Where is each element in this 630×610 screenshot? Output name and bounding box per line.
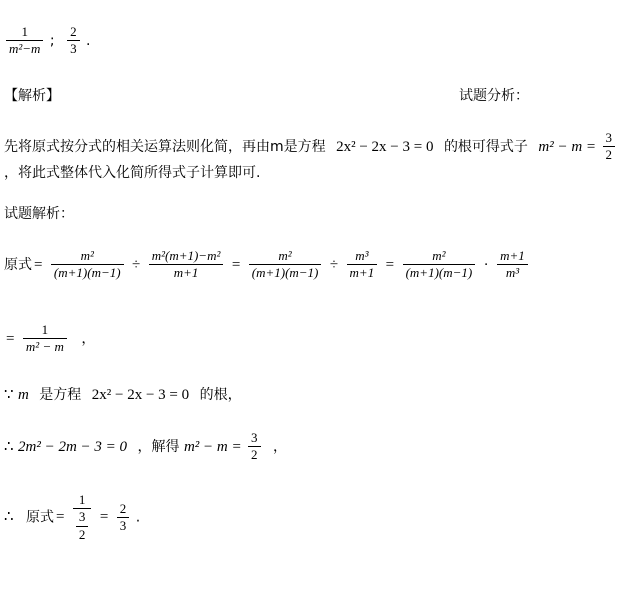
- fraction: [603, 130, 616, 164]
- fraction-denominator: (m+1)(m−1): [53, 265, 121, 281]
- text: ，解得: [137, 438, 180, 455]
- analysis-line-1: [4, 130, 617, 164]
- fraction-numerator: 2: [67, 24, 80, 41]
- operator: ÷: [132, 256, 141, 273]
- fraction-numerator: 1: [73, 492, 92, 509]
- label: 原式: [4, 256, 32, 273]
- fraction: [347, 248, 378, 282]
- inner-fraction: [76, 509, 89, 543]
- fraction-numerator: m³: [347, 248, 378, 265]
- equation: 2x² − 2x − 3 = 0: [91, 387, 190, 403]
- solution-heading: 试题解析：: [4, 206, 74, 222]
- fraction-denominator: 3: [119, 517, 127, 533]
- equation: 2m² − 2m − 3 = 0: [18, 438, 128, 455]
- fraction-numerator: m²(m+1)−m²: [149, 248, 224, 265]
- separator: ;: [49, 32, 55, 49]
- fraction: [249, 248, 322, 282]
- fraction: [51, 248, 124, 282]
- fraction-denominator: [73, 509, 92, 543]
- fraction-numerator: 1: [6, 24, 43, 41]
- fraction-denominator: 2: [78, 526, 86, 542]
- solution-step-4: [4, 430, 287, 464]
- answer-fraction-2: [67, 24, 80, 58]
- fraction-denominator: m+1: [349, 265, 375, 281]
- equals: =: [99, 509, 109, 526]
- because-symbol: ∵: [4, 387, 14, 403]
- solution-step-3: [4, 384, 242, 404]
- therefore-symbol: ∴: [4, 509, 14, 526]
- fraction-denominator: 2: [605, 147, 612, 163]
- fraction-numerator: 2: [117, 501, 130, 518]
- compound-fraction: [73, 492, 92, 543]
- text: 是方程: [39, 387, 82, 403]
- fraction-denominator: 3: [70, 41, 77, 57]
- text: 的根，: [199, 387, 242, 403]
- equals: =: [385, 256, 395, 273]
- answer-line: [4, 24, 90, 58]
- operator: ÷: [329, 256, 339, 273]
- equals: =: [231, 256, 241, 273]
- fraction-numerator: m+1: [497, 248, 528, 265]
- fraction-numerator: 3: [248, 430, 261, 447]
- fraction-numerator: m²: [51, 248, 124, 265]
- analysis-text: 的根可得式子: [443, 138, 528, 155]
- expression: m² − m =: [538, 138, 597, 155]
- fraction: [23, 322, 67, 356]
- period: .: [135, 509, 141, 526]
- fraction: [149, 248, 224, 282]
- fraction-denominator: (m+1)(m−1): [405, 265, 473, 281]
- fraction-denominator: 2: [251, 447, 258, 463]
- fraction-denominator: m+1: [173, 265, 199, 281]
- comma: ，: [81, 330, 96, 347]
- therefore-symbol: ∴: [4, 438, 14, 455]
- expression: m² − m =: [183, 438, 242, 455]
- label: 原式: [26, 509, 54, 526]
- operator: ·: [483, 256, 489, 273]
- equation: 2x² − 2x − 3 = 0: [336, 138, 434, 155]
- analysis-subheading: 试题分析：: [459, 88, 529, 104]
- equals: =: [56, 509, 65, 526]
- comma: ，: [273, 438, 287, 455]
- variable: m: [18, 387, 29, 403]
- equals: =: [34, 256, 43, 273]
- analysis-line-2: ，将此式整体代入化简所得式子计算即可.: [4, 165, 261, 181]
- fraction-denominator: m²−m: [9, 41, 41, 57]
- fraction-numerator: m²: [403, 248, 476, 265]
- fraction-numerator: 3: [76, 509, 89, 526]
- fraction: [117, 501, 130, 535]
- fraction-denominator: m³: [505, 265, 520, 281]
- equals: =: [6, 330, 15, 347]
- fraction-numerator: m²: [249, 248, 322, 265]
- period: .: [86, 32, 91, 49]
- solution-step-2: [4, 322, 95, 356]
- fraction-numerator: 3: [603, 130, 616, 147]
- analysis-text: 先将原式按分式的相关运算法则化简，再由m是方程: [4, 138, 326, 155]
- analysis-heading: 【解析】: [4, 88, 60, 104]
- solution-step-1: [4, 248, 530, 282]
- fraction-denominator: (m+1)(m−1): [251, 265, 319, 281]
- answer-fraction-1: [6, 24, 43, 58]
- fraction: [248, 430, 261, 464]
- fraction-numerator: 1: [23, 322, 67, 339]
- fraction: [403, 248, 476, 282]
- solution-step-5: [4, 492, 140, 543]
- fraction-denominator: m² − m: [25, 339, 64, 355]
- fraction: [497, 248, 528, 282]
